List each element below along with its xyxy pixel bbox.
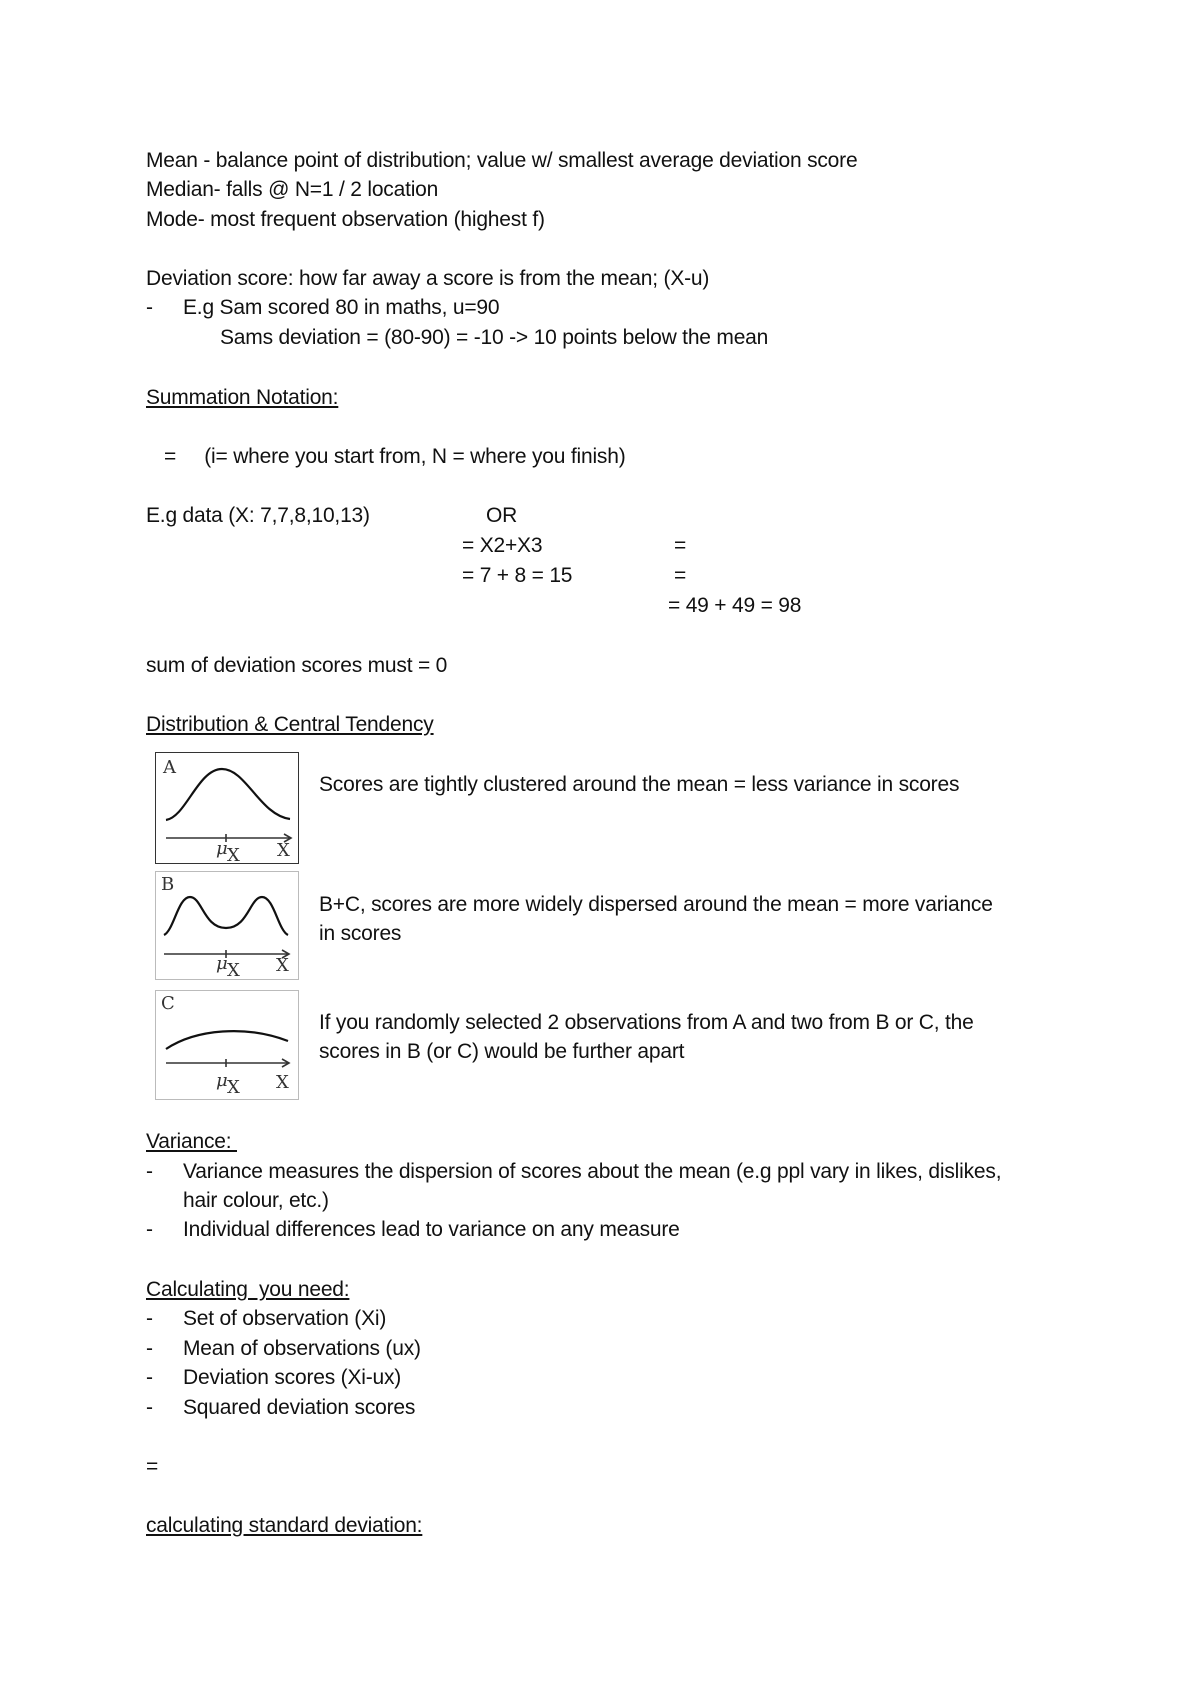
calc-item-4: Squared deviation scores <box>183 1396 416 1419</box>
figure-b-caption-line2: in scores <box>319 922 402 945</box>
or-label: OR <box>486 504 518 527</box>
calc-item-2: Mean of observations (ux) <box>183 1337 421 1360</box>
figure-b-label: B <box>161 874 175 895</box>
figure-b-caption-line1: B+C, scores are more widely dispersed around the mean = more variance <box>319 893 993 916</box>
summation-col2-line1: = <box>674 534 687 557</box>
deviation-definition: Deviation score: how far away a score is from the mean; (X-u) <box>146 267 710 290</box>
distribution-figure-c <box>155 990 299 1100</box>
summation-col1-line1: = X2+X3 <box>462 534 543 557</box>
variance-heading: Variance: <box>146 1130 237 1153</box>
bullet-dash: - <box>146 1396 153 1419</box>
bullet-dash: - <box>146 1366 153 1389</box>
mode-definition: Mode- most frequent observation (highest f) <box>146 208 545 231</box>
distribution-figure-b <box>155 871 299 980</box>
summation-heading: Summation Notation: <box>146 386 339 409</box>
mu-symbol: μ <box>216 953 228 974</box>
mu-subscript: X <box>227 1077 240 1098</box>
calc-equals: = <box>146 1455 159 1478</box>
calculating-heading: Calculating you need: <box>146 1278 350 1301</box>
figure-c-caption-line1: If you randomly selected 2 observations from A and two from B or C, the <box>319 1011 974 1034</box>
median-definition: Median- falls @ N=1 / 2 location <box>146 178 439 201</box>
sum-rule: sum of deviation scores must = 0 <box>146 654 448 677</box>
bullet-dash: - <box>146 296 153 319</box>
axis-x-label: X <box>277 840 290 861</box>
mu-symbol: μ <box>216 1070 228 1091</box>
bimodal-curve <box>164 897 288 935</box>
variance-bullet-1: Variance measures the dispersion of scores about the mean (e.g ppl vary in likes, dislikes, <box>183 1160 1002 1183</box>
summation-col2-line2: = <box>674 564 687 587</box>
axis-x-label: X <box>276 1072 289 1093</box>
flat-curve <box>166 1031 288 1049</box>
figure-a-caption: Scores are tightly clustered around the mean = less variance in scores <box>319 773 960 796</box>
calc-item-3: Deviation scores (Xi-ux) <box>183 1366 402 1389</box>
std-heading: calculating standard deviation: <box>146 1514 423 1537</box>
distribution-figure-a <box>155 752 299 864</box>
mu-symbol: μ <box>216 838 228 859</box>
deviation-example-detail: Sams deviation = (80-90) = -10 -> 10 points below the mean <box>220 326 769 349</box>
variance-bullet-2: Individual differences lead to variance on any measure <box>183 1218 680 1241</box>
distribution-heading: Distribution & Central Tendency <box>146 713 434 736</box>
bullet-dash: - <box>146 1307 153 1330</box>
mu-subscript: X <box>227 960 240 979</box>
narrow-bell-curve <box>166 769 290 820</box>
figure-c-label: C <box>161 993 175 1014</box>
summation-example-data: E.g data (X: 7,7,8,10,13) <box>146 504 370 527</box>
bullet-dash: - <box>146 1160 153 1183</box>
mean-definition: Mean - balance point of distribution; value w/ smallest average deviation score <box>146 149 858 172</box>
summation-formula-line: = (i= where you start from, N = where you finish) <box>164 445 626 468</box>
deviation-example: E.g Sam scored 80 in maths, u=90 <box>183 296 500 319</box>
figure-a-label: A <box>163 757 176 778</box>
bullet-dash: - <box>146 1218 153 1241</box>
summation-col1-line2: = 7 + 8 = 15 <box>462 564 573 587</box>
summation-col2-line3: = 49 + 49 = 98 <box>668 594 802 617</box>
mu-subscript: X <box>227 845 240 863</box>
figure-c-caption-line2: scores in B (or C) would be further apart <box>319 1040 685 1063</box>
calc-item-1: Set of observation (Xi) <box>183 1307 387 1330</box>
variance-bullet-1-cont: hair colour, etc.) <box>183 1189 329 1212</box>
axis-x-label: X <box>276 955 289 976</box>
bullet-dash: - <box>146 1337 153 1360</box>
